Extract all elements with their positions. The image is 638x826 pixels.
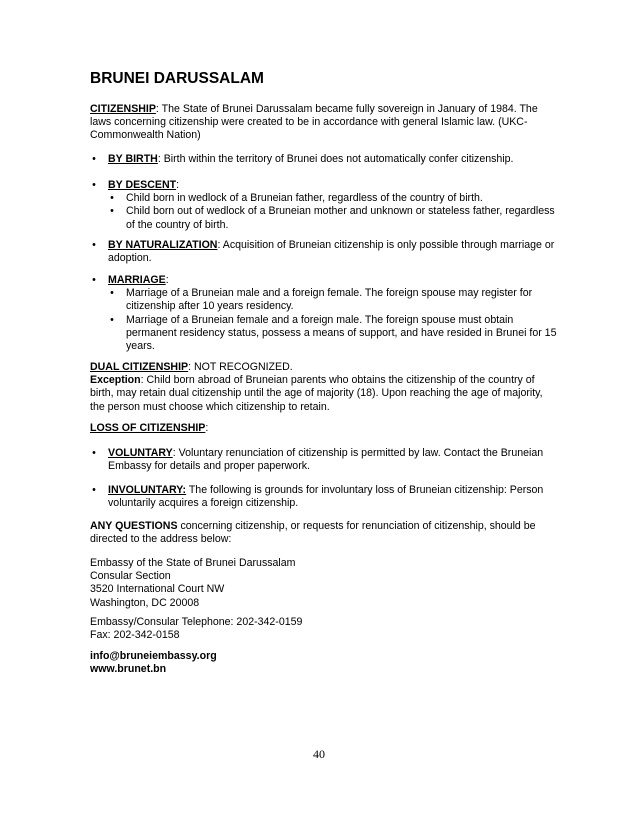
address-line: 3520 International Court NW <box>90 583 225 596</box>
sub-list-item <box>108 287 560 313</box>
sub-list-item <box>108 192 560 205</box>
list-item-by-birth <box>90 153 560 166</box>
address-line: Embassy of the State of Brunei Darussalam <box>90 557 296 569</box>
voluntary-text: : Voluntary renunciation of citizenship is permitted by law. Contact the Bruneian Embassy for details and proper paperwork. <box>108 447 544 473</box>
bullet-icon: • <box>92 484 96 496</box>
list-item-voluntary <box>90 447 560 473</box>
page-title: BRUNEI DARUSSALAM <box>90 70 264 87</box>
website-link[interactable]: www.brunet.bn <box>90 663 167 676</box>
phone-number: Embassy/Consular Telephone: 202-342-0159 <box>90 616 303 628</box>
citizenship-text: : The State of Brunei Darussalam became fully sovereign in January of 1984. The laws concerning citizenship were created to be in accordance with general Islamic law. (UKC-Commonwealth Nation) <box>90 103 538 142</box>
contact-info <box>90 616 560 642</box>
questions-label: ANY QUESTIONS <box>90 520 178 532</box>
bullet-icon: • <box>110 192 114 205</box>
loss-label: LOSS OF CITIZENSHIP <box>90 422 206 434</box>
list-item-marriage <box>90 274 560 353</box>
list-item-by-descent <box>90 179 560 232</box>
address-line: Washington, DC 20008 <box>90 596 200 609</box>
citizenship-label: CITIZENSHIP <box>90 103 156 115</box>
bullet-icon: • <box>92 153 96 165</box>
loss-heading <box>90 422 560 435</box>
dual-citizenship-section <box>90 361 560 414</box>
by-birth-label: BY BIRTH <box>108 153 158 165</box>
page-number: 40 <box>313 747 325 761</box>
bullet-icon: • <box>92 447 96 459</box>
loss-suffix: : <box>205 422 209 434</box>
questions-text: concerning citizenship, or requests for renunciation of citizenship, should be directed to the address below: <box>90 520 536 546</box>
exception-label: Exception <box>90 374 141 387</box>
online-contact <box>90 650 560 676</box>
by-descent-suffix: : <box>176 179 180 191</box>
involuntary-label: INVOLUNTARY: <box>108 484 187 496</box>
involuntary-text: The following is grounds for involuntary loss of Bruneian citizenship: Person voluntarily acquires a foreign citizenship. <box>108 484 544 510</box>
sub-item-text: Marriage of a Bruneian male and a foreign female. The foreign spouse may register for citizenship after 10 years residency. <box>126 287 533 313</box>
by-naturalization-label: BY NATURALIZATION <box>108 239 218 251</box>
by-naturalization-text: : Acquisition of Bruneian citizenship is only possible through marriage or adoption. <box>108 239 555 265</box>
citizenship-paragraph <box>90 103 560 143</box>
bullet-icon: • <box>92 179 96 191</box>
dual-label: DUAL CITIZENSHIP <box>90 361 189 373</box>
sub-item-text: Child born out of wedlock of a Bruneian mother and unknown or stateless father, regardless of the country of birth. <box>126 205 555 231</box>
exception-text: : Child born abroad of Bruneian parents who obtains the citizenship of the country of birth, may retain dual citizenship until the age of majority (18). Upon reaching the age of majority, the person must choose which citizenship to retain. <box>90 374 543 413</box>
bullet-icon: • <box>92 239 96 251</box>
voluntary-label: VOLUNTARY <box>108 447 173 459</box>
list-item-involuntary <box>90 484 560 510</box>
sub-list-item <box>108 205 560 231</box>
embassy-address <box>90 557 560 610</box>
address-line: Consular Section <box>90 570 171 583</box>
dual-text: : NOT RECOGNIZED. <box>188 361 293 373</box>
bullet-icon: • <box>110 313 114 326</box>
sub-item-text: Marriage of a Bruneian female and a foreign male. The foreign spouse must obtain permanent residency status, possess a means of support, and have resided in Brunei for 15 years. <box>126 313 557 353</box>
questions-paragraph <box>90 520 560 546</box>
marriage-label: MARRIAGE <box>108 274 166 286</box>
marriage-suffix: : <box>165 274 169 286</box>
bullet-icon: • <box>92 274 96 286</box>
fax-number: Fax: 202-342-0158 <box>90 629 180 642</box>
by-descent-label: BY DESCENT <box>108 179 177 191</box>
sub-list-item <box>108 314 560 354</box>
by-birth-text: : Birth within the territory of Brunei does not automatically confer citizenship. <box>157 153 514 165</box>
bullet-icon: • <box>110 287 114 300</box>
sub-item-text: Child born in wedlock of a Bruneian father, regardless of the country of birth. <box>126 192 483 205</box>
email-link[interactable]: info@bruneiembassy.org <box>90 650 217 662</box>
bullet-icon: • <box>110 205 114 218</box>
list-item-by-naturalization <box>90 239 560 265</box>
